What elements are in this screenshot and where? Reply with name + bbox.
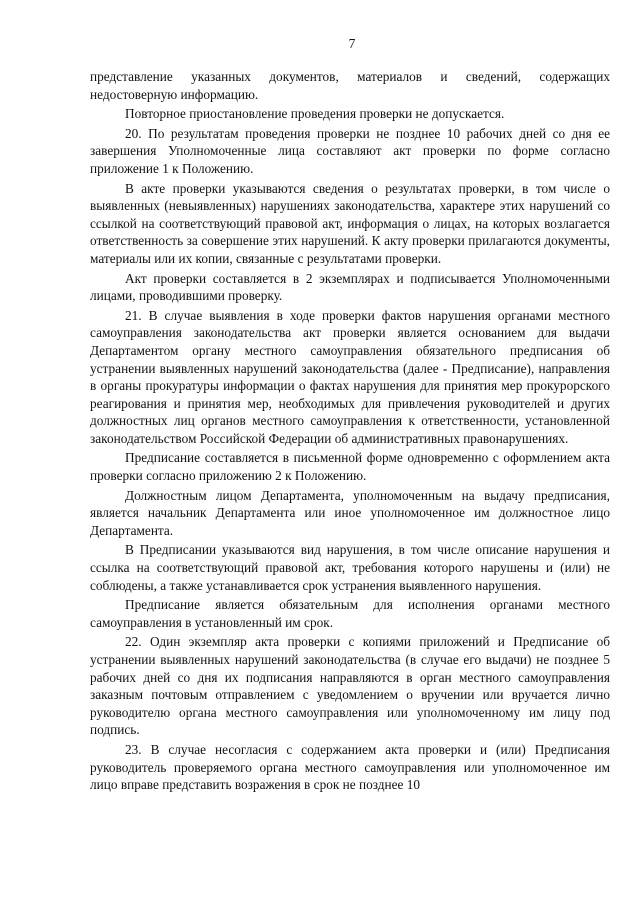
paragraph: Должностным лицом Департамента, уполномоченным на выдачу предписания, является начальник Департамента или иное уполномоченное им должностное лицо Департамента. xyxy=(90,487,610,538)
paragraph: В акте проверки указываются сведения о результатах проверки, в том числе о выявленных (невыявленных) нарушениях законодательства, характере этих нарушений со ссылкой на соответствующий правовой акт, информация о лицах, на которых возлагается ответственность за совершение этих нарушений. К акту проверки прилагаются документы, материалы или их копии, связанные с результатами проверки. xyxy=(90,180,610,266)
paragraph: 20. По результатам проведения проверки не позднее 10 рабочих дней со дня ее завершения Уполномоченные лица составляют акт проверки по форме согласно приложение 1 к Положению. xyxy=(90,125,610,176)
page-number: 7 xyxy=(348,36,356,51)
paragraph: 22. Один экземпляр акта проверки с копиями приложений и Предписание об устранении выявленных нарушений законодательства (в случае его выдачи) не позднее 5 рабочих дней со дня их подписания направляются в орган местного самоуправления заказным почтовым отправлением с уведомлением о вручении или вручается лично руководителю органа местного самоуправления или уполномоченному им лицу под подпись. xyxy=(90,634,610,738)
paragraph: Предписание составляется в письменной форме одновременно с оформлением акта проверки согласно приложению 2 к Положению. xyxy=(90,450,610,484)
paragraph: Акт проверки составляется в 2 экземплярах и подписывается Уполномоченными лицами, проводившими проверку. xyxy=(90,270,610,304)
paragraph: 23. В случае несогласия с содержанием акта проверки и (или) Предписания руководитель проверяемого органа местного самоуправления или уполномоченное им лицо вправе представить возражения в срок не позднее 10 xyxy=(90,741,610,793)
paragraph: Повторное приостановление проведения проверки не допускается. xyxy=(125,106,505,122)
paragraph: 21. В случае выявления в ходе проверки фактов нарушения органами местного самоуправления законодательства акт проверки является основанием для выдачи Департаментом органу местного самоуправления обязательного предписания об устранении выявленных нарушений законодательства (далее - Предписание), направления в органы прокуратуры информации о фактах нарушения для принятия мер прокурорского реагирования и принятия мер, необходимых для привлечения руководителей и других должностных лиц органов местного самоуправления к ответственности, установленной законодательством Российской Федерации об административных правонарушениях. xyxy=(90,307,610,446)
document-body xyxy=(90,68,610,794)
paragraph: В Предписании указываются вид нарушения, в том числе описание нарушения и ссылка на соответствующий правовой акт, требования которого нарушены и (или) не соблюдены, а также устанавливается срок устранения выявленного нарушения. xyxy=(90,542,610,593)
paragraph: представление указанных документов, материалов и сведений, содержащих недостоверную информацию. xyxy=(90,69,610,102)
paragraph: Предписание является обязательным для исполнения органами местного самоуправления в установленный им срок. xyxy=(90,597,610,630)
